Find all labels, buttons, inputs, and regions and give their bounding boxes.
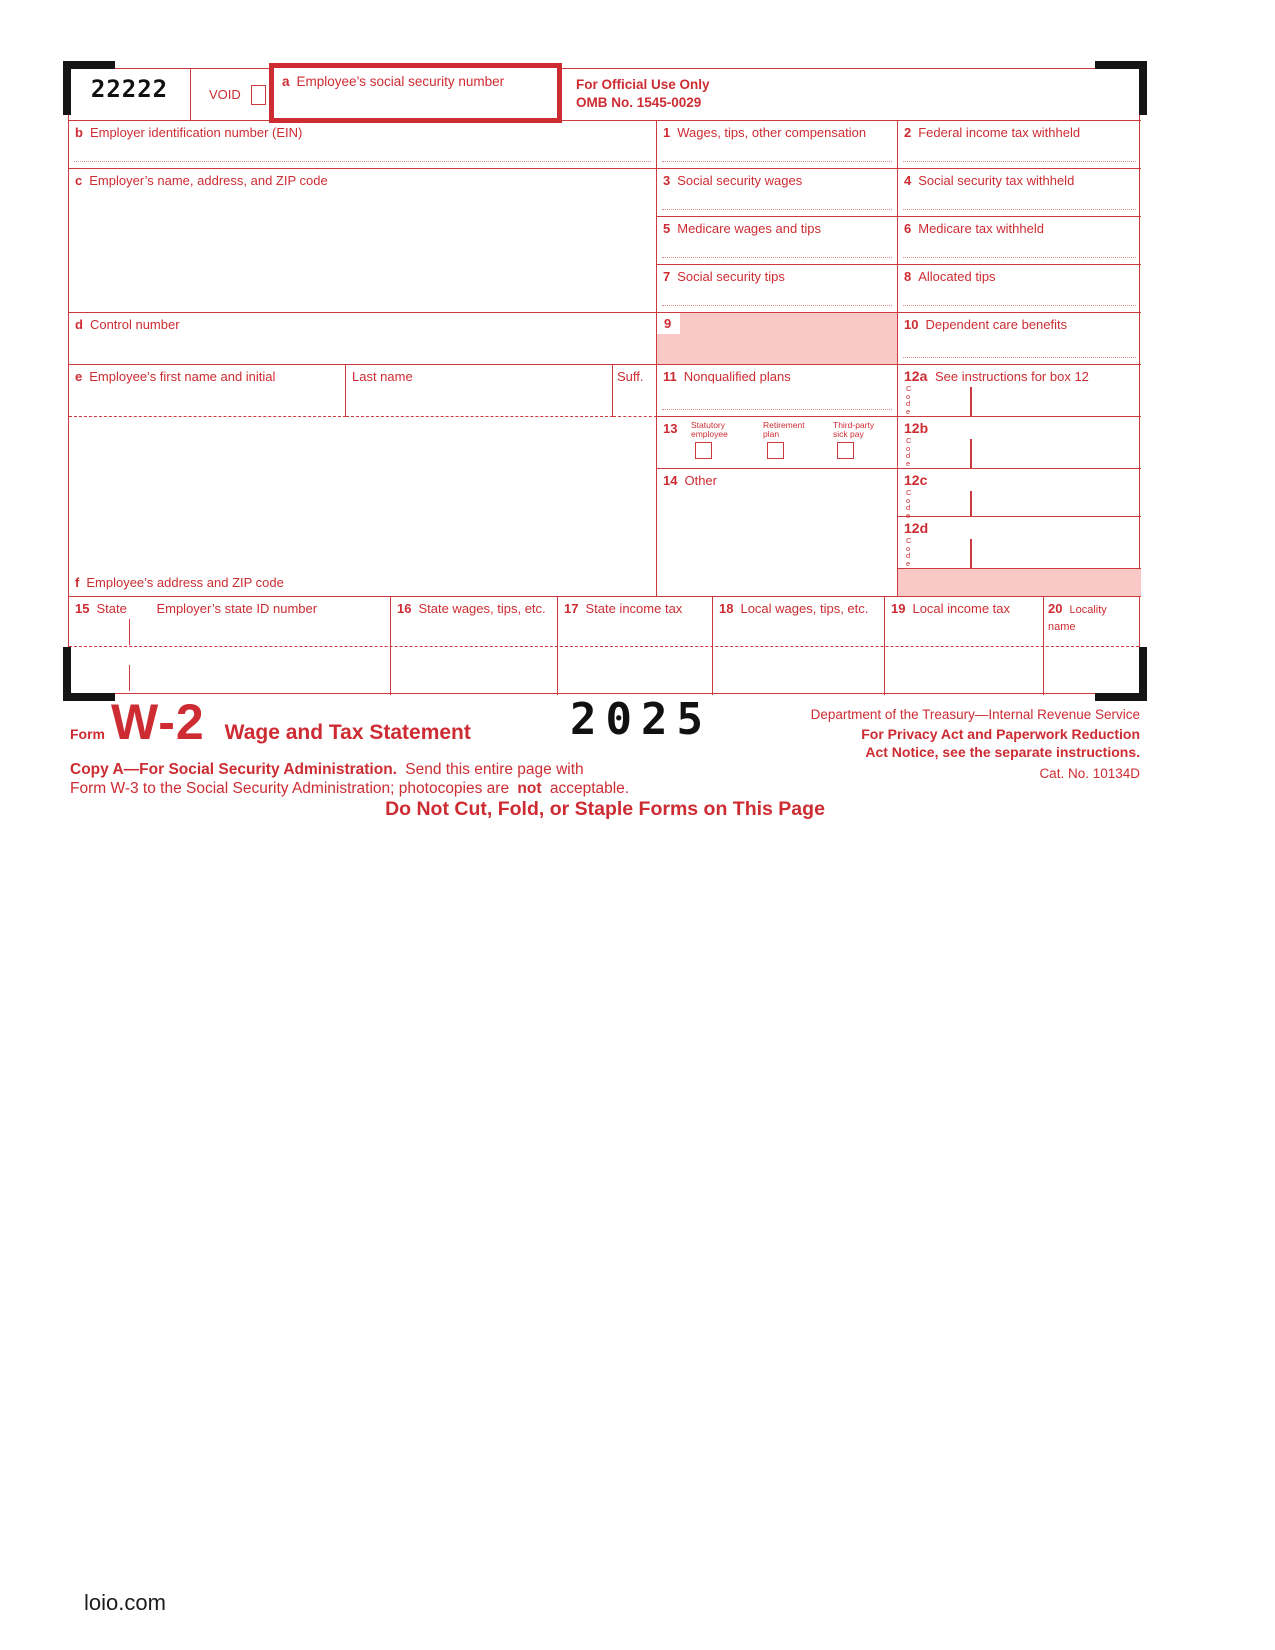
box-b-label: Employer identification number (EIN) (89, 125, 303, 140)
form-title-line (70, 694, 471, 750)
box-5-label: Medicare wages and tips (677, 221, 822, 236)
box-12c-field[interactable] (898, 469, 1141, 520)
privacy-line1: For Privacy Act and Paperwork Reduction (861, 726, 1140, 742)
entry-line (903, 305, 1136, 306)
entry-line (662, 409, 892, 410)
department-line: Department of the Treasury—Internal Revenue Service (810, 707, 1140, 722)
box-17-label: State income tax (585, 601, 683, 616)
void-label: VOID (209, 87, 241, 102)
box-12a-label: See instructions for box 12 (934, 369, 1089, 384)
box-8-label: Allocated tips (918, 269, 996, 284)
box-12b-num: 12b (904, 420, 929, 436)
entry-line (903, 257, 1136, 258)
official-use-line1: For Official Use Only (576, 77, 710, 92)
copy-a-regular: Send this entire page with (405, 761, 584, 778)
box-18-label: Local wages, tips, etc. (740, 601, 869, 616)
box-12d-field[interactable] (898, 517, 1141, 569)
box-6-label: Medicare tax withheld (918, 221, 1044, 236)
retirement-plan-group (763, 421, 805, 459)
box-7-ss-tips-field[interactable] (657, 265, 898, 313)
form-code-text: 22222 (90, 75, 169, 103)
entry-line (662, 257, 892, 258)
statutory-label-line2: employee (691, 429, 728, 439)
box-a-ssn-field[interactable] (269, 63, 562, 123)
box-1-wages-field[interactable] (657, 121, 898, 169)
corner-mark-top-right (1095, 61, 1147, 115)
box-4-ss-tax-field[interactable] (898, 169, 1141, 217)
privacy-notice (811, 725, 1140, 761)
last-name-label: Last name (352, 369, 413, 384)
copy-a-instructions (70, 760, 629, 798)
box-d-control-number-field[interactable] (69, 313, 657, 365)
box-12d-num: 12d (904, 520, 929, 536)
statutory-label-line1: Statutory (691, 420, 726, 430)
box-1-num: 1 (663, 125, 671, 140)
w2-form (68, 68, 1140, 694)
box-20-label: Locality name (1048, 604, 1107, 633)
do-not-cut-warning: Do Not Cut, Fold, or Staple Forms on This Page (385, 798, 825, 820)
box-7-label: Social security tips (677, 269, 785, 284)
void-cell (191, 69, 272, 121)
box-7-num: 7 (663, 269, 671, 284)
box-d-label: Control number (89, 317, 180, 332)
box-6-medicare-tax-field[interactable] (898, 217, 1141, 265)
box-15-id-label: Employer’s state ID number (156, 601, 318, 616)
last-name-field[interactable] (346, 365, 613, 417)
box-f-label: Employee’s address and ZIP code (86, 575, 284, 590)
copy-a-bold: Copy A—For Social Security Administration. (70, 761, 397, 778)
box-f-address-field[interactable] (69, 417, 657, 597)
box-5-num: 5 (663, 221, 671, 236)
box-17-num: 17 (564, 601, 579, 616)
box-3-num: 3 (663, 173, 671, 188)
box-a-label: Employee’s social security number (296, 74, 505, 89)
catalog-number: Cat. No. 10134D (1039, 766, 1140, 781)
box-19-label: Local income tax (912, 601, 1011, 616)
privacy-line2: Act Notice, see the separate instructions. (865, 744, 1140, 760)
code-divider-line (970, 539, 972, 568)
box-15-num: 15 (75, 601, 90, 616)
box-11-nonqualified-plans-field[interactable] (657, 365, 898, 417)
state-tick-line (129, 619, 130, 645)
box-8-num: 8 (904, 269, 912, 284)
box-12d-code-label: Code (906, 536, 912, 568)
box-18-num: 18 (719, 601, 734, 616)
code-divider-line (970, 387, 972, 416)
box-12c-num: 12c (904, 472, 928, 488)
box-e-label: Employee’s first name and initial (89, 369, 276, 384)
box-5-medicare-wages-field[interactable] (657, 217, 898, 265)
box-12b-code-label: Code (906, 436, 912, 468)
box-b-num: b (75, 125, 83, 140)
box-12a-code-label: Code (906, 384, 912, 416)
box-d-num: d (75, 317, 83, 332)
box-e-num: e (75, 369, 83, 384)
box-b-ein-field[interactable] (69, 121, 657, 169)
box-6-num: 6 (904, 221, 912, 236)
box-2-num: 2 (904, 125, 912, 140)
box-12b-field[interactable] (898, 417, 1141, 469)
suffix-label: Suff. (617, 369, 644, 384)
code-divider-line (970, 491, 972, 516)
box-f-num: f (75, 575, 80, 590)
box-a-num: a (282, 74, 290, 89)
box-1-label: Wages, tips, other compensation (677, 125, 867, 140)
box-3-label: Social security wages (677, 173, 803, 188)
box-14-num: 14 (663, 473, 678, 488)
state-row-divider (69, 646, 1139, 647)
entry-line (74, 161, 651, 162)
box-15-state-label: State (96, 601, 127, 616)
void-checkbox[interactable] (251, 85, 266, 105)
box-14-other-field[interactable] (657, 469, 898, 597)
box-e-first-name-field[interactable] (69, 365, 346, 417)
box-13-num: 13 (663, 421, 678, 436)
form-title: Wage and Tax Statement (224, 721, 471, 744)
site-watermark: loio.com (84, 1590, 166, 1615)
retirement-label-line2: plan (763, 429, 780, 439)
entry-line (903, 209, 1136, 210)
box-14-label: Other (684, 473, 717, 488)
state-tick-line (129, 665, 130, 691)
box-11-label: Nonqualified plans (683, 369, 791, 384)
box-c-employer-field[interactable] (69, 169, 657, 313)
entry-line (662, 305, 892, 306)
box-12a-field[interactable] (898, 365, 1141, 417)
box-9-num: 9 (657, 313, 680, 334)
official-use-line2: OMB No. 1545-0029 (576, 95, 702, 110)
form-word: Form (70, 726, 105, 742)
box-2-federal-tax-field[interactable] (898, 121, 1141, 169)
form-number: W-2 (111, 694, 205, 750)
box-12a-num: 12a (904, 368, 928, 384)
box-19-num: 19 (891, 601, 906, 616)
box-c-label: Employer’s name, address, and ZIP code (89, 173, 328, 188)
statutory-employee-group (691, 421, 728, 459)
corner-mark-top-left (63, 61, 115, 115)
box-9-shaded-field (657, 313, 898, 365)
entry-line (903, 357, 1136, 358)
entry-line (662, 161, 892, 162)
corner-mark-bottom-left (63, 647, 115, 701)
box-2-label: Federal income tax withheld (918, 125, 1081, 140)
corner-mark-bottom-right (1095, 647, 1147, 701)
sick-pay-label-line1: Third-party (833, 420, 875, 430)
statutory-employee-checkbox[interactable] (695, 442, 712, 459)
box-16-num: 16 (397, 601, 412, 616)
official-use-cell (562, 69, 1141, 121)
box-10-label: Dependent care benefits (925, 317, 1068, 332)
sick-pay-label-line2: sick pay (833, 429, 864, 439)
box-16-label: State wages, tips, etc. (418, 601, 546, 616)
suffix-field[interactable] (613, 365, 657, 417)
box-4-num: 4 (904, 173, 912, 188)
retirement-plan-checkbox[interactable] (767, 442, 784, 459)
copy-a-line2-end: acceptable. (549, 780, 630, 797)
box-12c-code-label: Code (906, 488, 912, 520)
copy-a-not: not (517, 780, 542, 797)
code-divider-line (970, 439, 972, 468)
box-20-num: 20 (1048, 601, 1063, 616)
third-party-sick-pay-group (833, 421, 874, 459)
box-4-label: Social security tax withheld (918, 173, 1075, 188)
entry-line (903, 161, 1136, 162)
shaded-strip (898, 569, 1141, 597)
box-8-allocated-tips-field[interactable] (898, 265, 1141, 313)
copy-a-line2-start: Form W-3 to the Social Security Administration; photocopies are (70, 780, 510, 797)
box-c-num: c (75, 173, 83, 188)
retirement-label-line1: Retirement (763, 420, 805, 430)
box-3-ss-wages-field[interactable] (657, 169, 898, 217)
box-10-num: 10 (904, 317, 919, 332)
box-13-checkboxes-cell (657, 417, 898, 469)
box-11-num: 11 (663, 369, 677, 384)
tax-year: 2025 (570, 694, 712, 745)
entry-line (662, 209, 892, 210)
box-10-dependent-care-field[interactable] (898, 313, 1141, 365)
treasury-block (811, 706, 1140, 781)
third-party-sick-pay-checkbox[interactable] (837, 442, 854, 459)
